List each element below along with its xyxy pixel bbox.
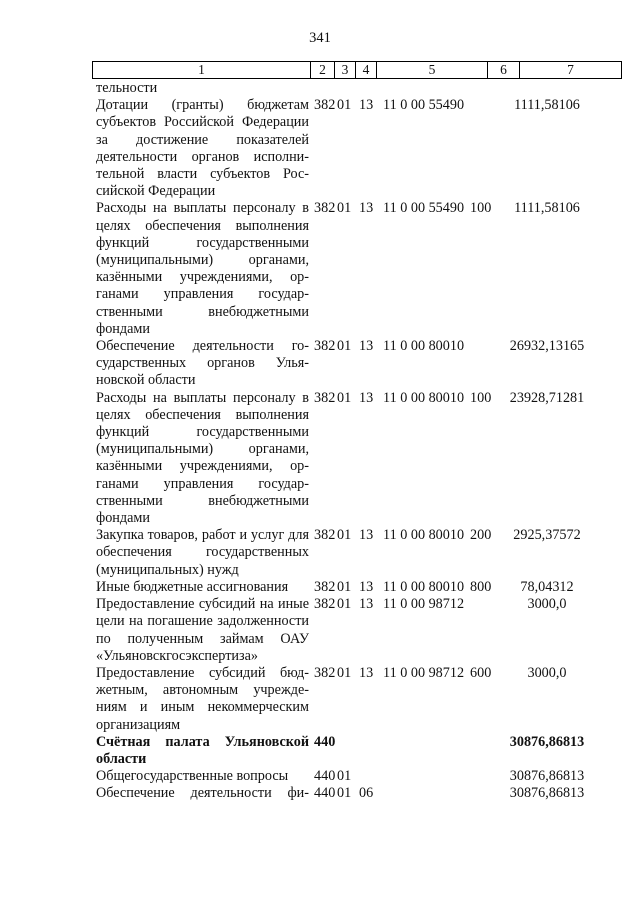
header-col-6: 6 [488,62,520,78]
row-description: Обеспечение деятельности государственных органов Ульяновской области [96,338,309,389]
row-cell-c5: 11 0 00 80010 [383,338,465,355]
row-cell-c2: 382 [314,200,336,217]
table-row [96,579,616,596]
row-cell-c5: 11 0 00 80010 [383,389,465,406]
table-row [96,665,616,734]
row-cell-c7: 2925,37572 [513,527,581,544]
row-cell-c7: 3000,0 [527,664,567,681]
row-cell-c5: 11 0 00 80010 [383,578,465,595]
row-cell-c3: 01 [337,768,352,785]
header-col-2: 2 [311,62,335,78]
header-col-5: 5 [377,62,488,78]
table-header [92,61,622,79]
row-cell-c4: 13 [359,596,374,613]
row-cell-c2: 440 [314,768,336,785]
row-description: Предоставление субсидий бюджетным, автономным учреждениям и иным некоммерческим организациям [96,664,309,733]
row-cell-c3: 01 [337,200,352,217]
row-cell-c5: 11 0 00 98712 [383,596,465,613]
row-cell-c7: 30876,86813 [509,733,585,750]
header-col-7: 7 [567,62,574,77]
row-description: Обеспечение деятельности фи- [96,785,309,802]
row-cell-c2: 440 [314,785,336,802]
budget-table-body [96,80,616,803]
row-cell-c3: 01 [337,97,352,114]
row-cell-c2: 382 [314,664,336,681]
table-row [96,97,616,200]
row-cell-c4: 06 [359,785,374,802]
row-cell-c2: 382 [314,596,336,613]
table-row [96,785,616,802]
row-cell-c2: 382 [314,338,336,355]
row-cell-c7: 78,04312 [520,578,574,595]
header-col-3: 3 [335,62,356,78]
row-cell-c3: 01 [337,785,352,802]
table-row [96,390,616,528]
row-cell-c6: 100 [470,200,492,217]
row-description: Расходы на выплаты персоналу в целях обеспечения выполнения функций государственными (муниципальными) органами, казёнными учреждениями, органами управления государственными внебюджетными фондами [96,200,309,337]
row-description: Закупка товаров, работ и услуг для обеспечения государственных (муниципальных) нужд [96,527,309,578]
row-cell-c3: 01 [337,389,352,406]
row-description: Иные бюджетные ассигнования [96,578,289,595]
header-col-4: 4 [356,62,377,78]
row-cell-c6: 100 [470,389,492,406]
row-cell-c5: 11 0 00 98712 [383,664,465,681]
row-description: Расходы на выплаты персоналу в целях обеспечения выполнения функций государственными (муниципальными) органами, казёнными учреждениями, органами управления государственными внебюджетными фондами [96,389,309,527]
row-description: Общегосударственные вопросы [96,768,289,785]
row-cell-c6: 800 [470,578,492,595]
row-cell-c3: 01 [337,338,352,355]
table-row [96,80,616,97]
row-cell-c4: 13 [359,200,374,217]
row-cell-c5: 11 0 00 80010 [383,527,465,544]
row-cell-c3: 01 [337,578,352,595]
row-cell-c4: 13 [359,338,374,355]
row-cell-c7: 26932,13165 [509,338,585,355]
row-cell-c3: 01 [337,664,352,681]
row-cell-c7: 1111,58106 [514,200,580,217]
row-cell-c3: 01 [337,527,352,544]
row-cell-c4: 13 [359,664,374,681]
row-cell-c5: 11 0 00 55490 [383,97,465,114]
row-cell-c4: 13 [359,97,374,114]
row-description: тельности [96,80,158,96]
row-cell-c7: 30876,86813 [509,785,585,802]
row-cell-c7: 1111,58106 [514,97,580,114]
row-cell-c5: 11 0 00 55490 [383,200,465,217]
row-cell-c2: 382 [314,389,336,406]
table-row [96,734,616,768]
table-row [96,768,616,785]
row-cell-c4: 13 [359,527,374,544]
table-row [96,200,616,338]
row-cell-c4: 13 [359,389,374,406]
row-description: Счётная палата Ульяновской области [96,733,309,767]
row-description: Предоставление субсидий на иные цели на погашение задолженности по полученным займам ОАУ «Ульяновскгосэкспертиза» [96,596,309,664]
row-cell-c6: 200 [470,527,492,544]
row-cell-c7: 3000,0 [527,596,567,613]
header-col-1: 1 [93,62,311,78]
row-cell-c2: 382 [314,578,336,595]
table-row [96,527,616,579]
row-cell-c2: 382 [314,527,336,544]
row-cell-c7: 30876,86813 [509,768,585,785]
table-row [96,338,616,390]
table-row [96,596,616,665]
row-cell-c7: 23928,71281 [509,389,585,406]
row-cell-c4: 13 [359,578,374,595]
page-number: 341 [309,30,331,46]
row-cell-c3: 01 [337,596,352,613]
row-cell-c6: 600 [470,664,492,681]
row-cell-c2: 382 [314,97,336,114]
row-cell-c2: 440 [314,733,336,750]
row-description: Дотации (гранты) бюджетам субъектов Российской Федерации за достижение показателей деятельности органов исполнительной власти субъектов Российской Федерации [96,97,309,200]
